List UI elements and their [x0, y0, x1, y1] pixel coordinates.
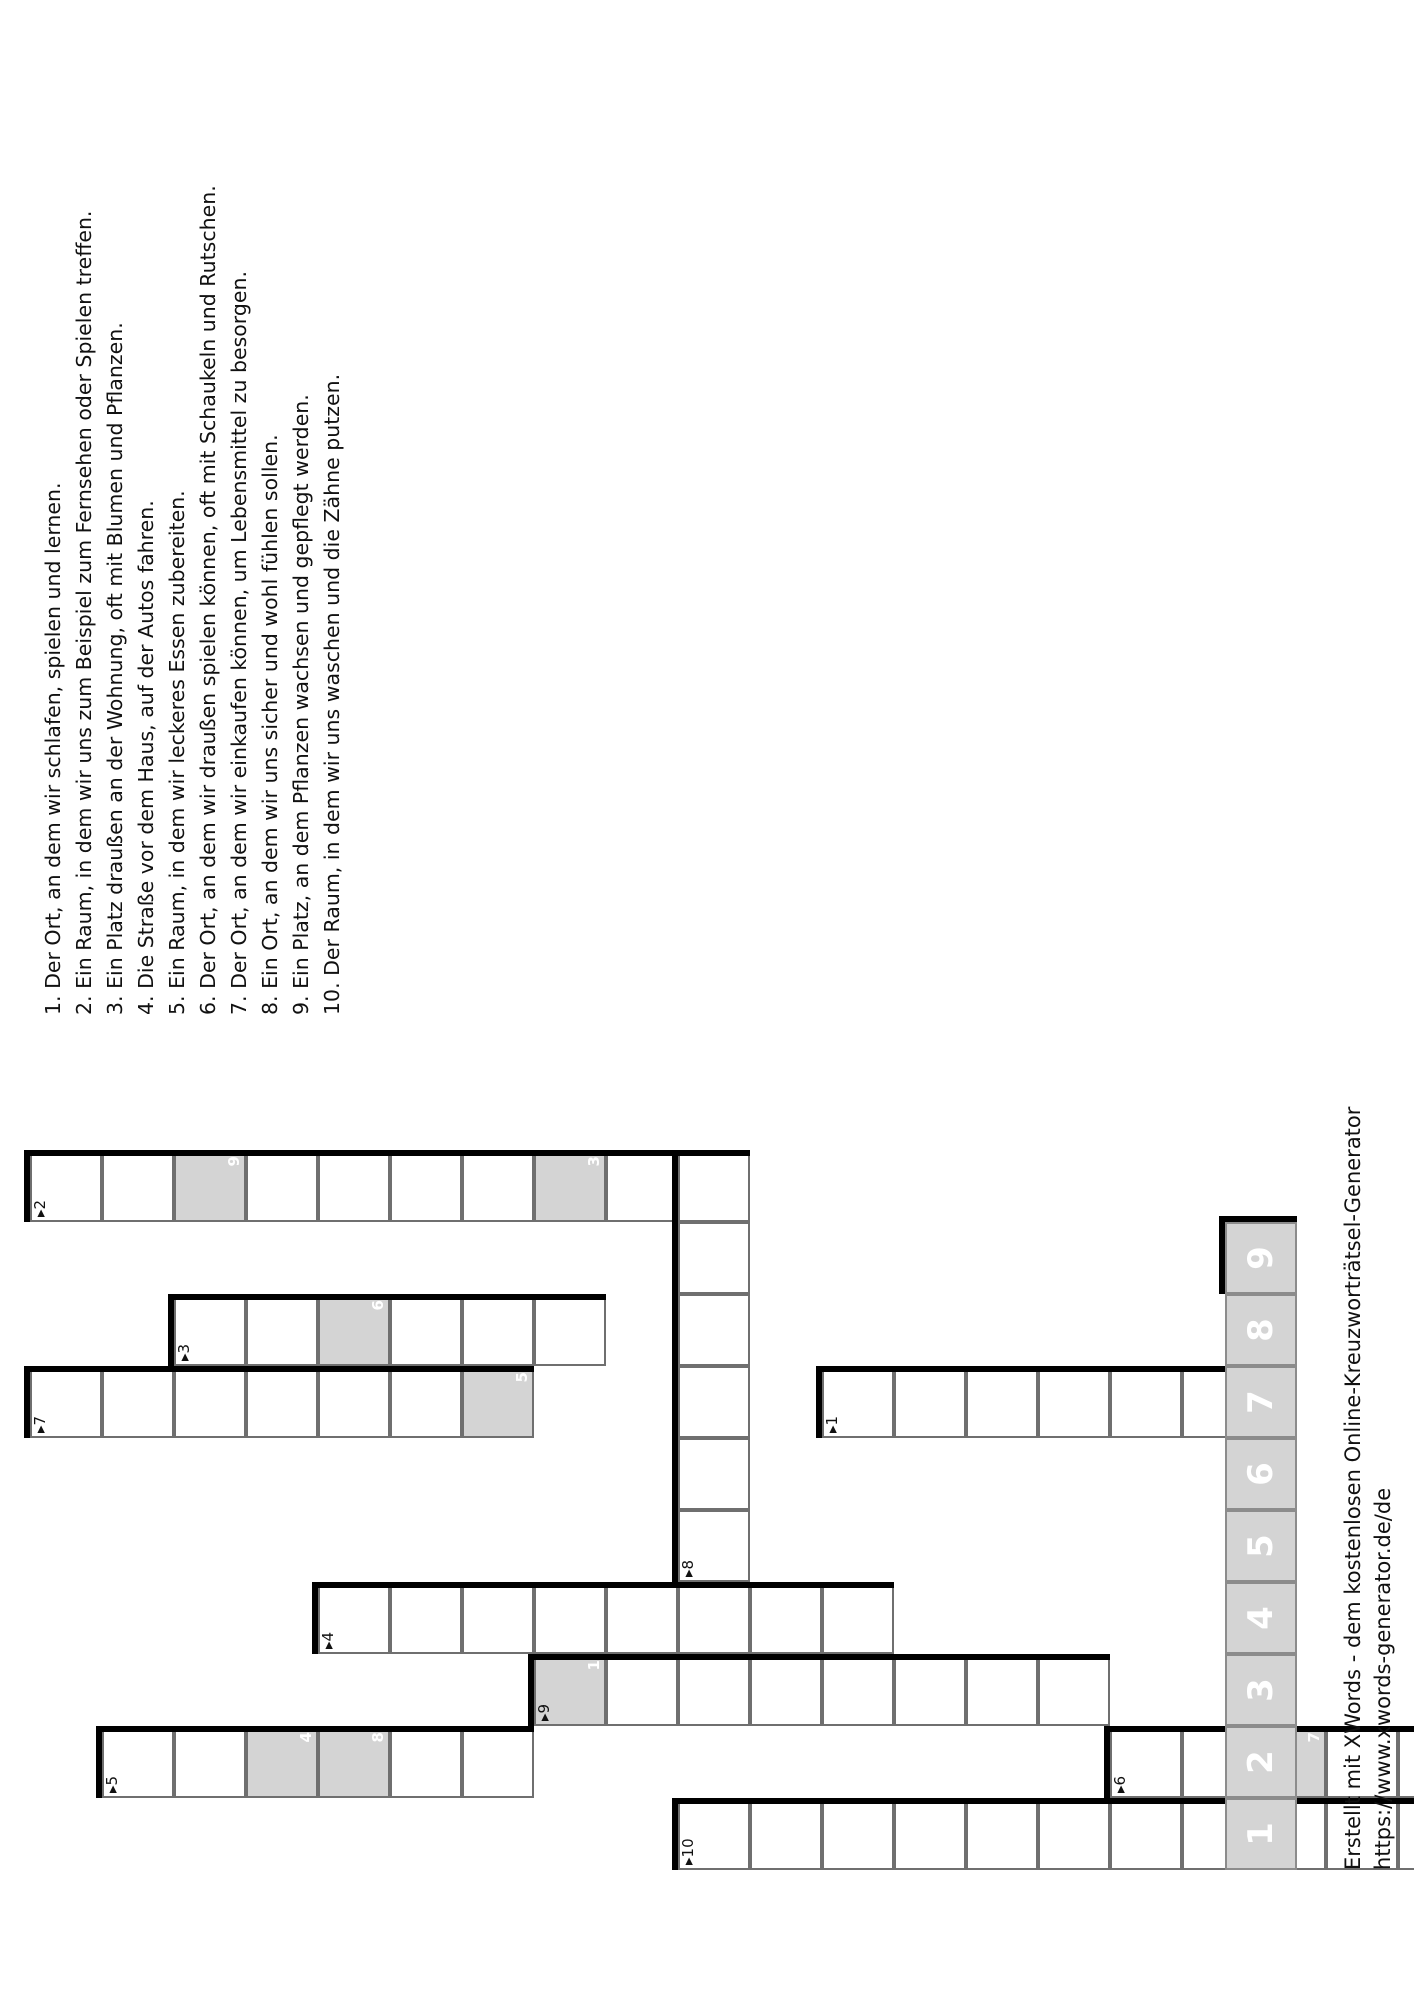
grid-cell[interactable] [894, 1654, 966, 1726]
grid-cell[interactable] [174, 1294, 246, 1366]
solution-cell[interactable]: 8 [1225, 1294, 1297, 1366]
grid-cell[interactable] [390, 1150, 462, 1222]
grid-cell[interactable] [318, 1726, 390, 1798]
grid-cell[interactable] [894, 1798, 966, 1870]
clue-item: 5. Ein Raum, in dem wir leckeres Essen zubereiten. [165, 490, 189, 1015]
solution-cell[interactable]: 9 [1225, 1222, 1297, 1294]
clue-item: 7. Der Ort, an dem wir einkaufen können, um Lebensmittel zu besorgen. [227, 270, 251, 1015]
clue-number: ▸10 [679, 1838, 697, 1865]
clue-number: ▸6 [1111, 1775, 1129, 1793]
word-shadow [678, 1798, 1414, 1804]
grid-cell[interactable] [390, 1294, 462, 1366]
grid-cell[interactable] [1038, 1654, 1110, 1726]
word-shadow [168, 1294, 174, 1366]
solution-number: 6 [369, 1300, 387, 1311]
solution-shadow [1219, 1216, 1225, 1294]
word-shadow [672, 1150, 750, 1156]
word-shadow [1104, 1726, 1110, 1798]
clue-item: 8. Ein Ort, an dem wir uns sicher und wohl fühlen sollen. [258, 434, 282, 1015]
clue-number: ▸9 [535, 1703, 553, 1721]
clue-number: ▸1 [823, 1415, 841, 1433]
grid-cell[interactable] [1110, 1798, 1182, 1870]
grid-cell[interactable] [678, 1294, 750, 1366]
grid-cell[interactable] [1398, 1726, 1414, 1798]
clue-list [38, 25, 348, 1015]
grid-cell[interactable] [822, 1366, 894, 1438]
grid-cell[interactable] [462, 1582, 534, 1654]
solution-number: 8 [369, 1732, 387, 1743]
grid-cell[interactable] [1038, 1366, 1110, 1438]
clue-number: ▸4 [319, 1631, 337, 1649]
solution-cell[interactable]: 6 [1225, 1438, 1297, 1510]
grid-cell[interactable] [534, 1150, 606, 1222]
grid-cell[interactable] [1110, 1366, 1182, 1438]
clue-item: 6. Der Ort, an dem wir draußen spielen können, oft mit Schaukeln und Rutschen. [196, 185, 220, 1015]
solution-cell[interactable]: 4 [1225, 1582, 1297, 1654]
solution-number: 7 [1305, 1732, 1323, 1743]
grid-cell[interactable] [102, 1726, 174, 1798]
word-shadow [672, 1150, 678, 1582]
grid-cell[interactable] [1398, 1798, 1414, 1870]
grid-cell[interactable] [966, 1798, 1038, 1870]
grid-cell[interactable] [102, 1366, 174, 1438]
grid-cell[interactable] [102, 1150, 174, 1222]
grid-cell[interactable] [750, 1798, 822, 1870]
clue-item: 1. Der Ort, an dem wir schlafen, spielen und lernen. [41, 482, 65, 1015]
grid-cell[interactable] [966, 1654, 1038, 1726]
clue-item: 3. Ein Platz draußen an der Wohnung, oft mit Blumen und Pflanzen. [103, 322, 127, 1015]
grid-cell[interactable] [750, 1582, 822, 1654]
grid-cell[interactable] [318, 1366, 390, 1438]
word-shadow [24, 1366, 30, 1438]
word-shadow [318, 1582, 894, 1588]
grid-cell[interactable] [390, 1582, 462, 1654]
solution-cell[interactable]: 7 [1225, 1366, 1297, 1438]
word-shadow [312, 1582, 318, 1654]
word-shadow [528, 1654, 534, 1726]
word-shadow [174, 1294, 606, 1300]
solution-number: 3 [585, 1156, 603, 1167]
grid-cell[interactable] [1038, 1798, 1110, 1870]
grid-cell[interactable] [174, 1366, 246, 1438]
grid-cell[interactable] [318, 1150, 390, 1222]
solution-cell[interactable]: 1 [1225, 1798, 1297, 1870]
grid-cell[interactable] [246, 1366, 318, 1438]
word-shadow [816, 1366, 822, 1438]
grid-cell[interactable] [390, 1726, 462, 1798]
grid-cell[interactable] [534, 1294, 606, 1366]
grid-cell[interactable] [822, 1654, 894, 1726]
grid-cell[interactable] [30, 1366, 102, 1438]
word-shadow [30, 1150, 750, 1156]
grid-cell[interactable] [678, 1150, 750, 1222]
grid-cell[interactable] [1110, 1726, 1182, 1798]
clue-item: 10. Der Raum, in dem wir uns waschen und die Zähne putzen. [320, 373, 344, 1015]
clue-number: ▸5 [103, 1775, 121, 1793]
grid-cell[interactable] [246, 1150, 318, 1222]
grid-cell[interactable] [30, 1150, 102, 1222]
solution-cell[interactable]: 5 [1225, 1510, 1297, 1582]
grid-cell[interactable] [462, 1294, 534, 1366]
grid-cell[interactable] [966, 1366, 1038, 1438]
grid-cell[interactable] [606, 1150, 678, 1222]
solution-cell[interactable]: 2 [1225, 1726, 1297, 1798]
grid-cell[interactable] [174, 1726, 246, 1798]
clue-item: 4. Die Straße vor dem Haus, auf der Autos fahren. [134, 500, 158, 1015]
solution-number: 1 [585, 1660, 603, 1671]
clue-number: ▸2 [31, 1199, 49, 1217]
grid-cell[interactable] [678, 1798, 750, 1870]
word-shadow [30, 1366, 534, 1372]
grid-cell[interactable] [174, 1150, 246, 1222]
footer-link[interactable]: https://www.xwords-generator.de/de [1371, 1487, 1395, 1870]
grid-cell[interactable] [462, 1726, 534, 1798]
grid-cell[interactable] [822, 1798, 894, 1870]
grid-cell[interactable] [750, 1654, 822, 1726]
word-shadow [534, 1654, 1110, 1660]
grid-cell[interactable] [534, 1654, 606, 1726]
word-shadow [24, 1150, 30, 1222]
grid-cell[interactable] [318, 1582, 390, 1654]
grid-cell[interactable] [462, 1366, 534, 1438]
grid-cell[interactable] [822, 1582, 894, 1654]
grid-cell[interactable] [894, 1366, 966, 1438]
clue-number: ▸7 [31, 1415, 49, 1433]
solution-number: 5 [513, 1372, 531, 1383]
clue-item: 2. Ein Raum, in dem wir uns zum Beispiel zum Fernsehen oder Spielen treffen. [72, 210, 96, 1015]
solution-cell[interactable]: 3 [1225, 1654, 1297, 1726]
word-shadow [96, 1726, 102, 1798]
grid-cell[interactable] [246, 1294, 318, 1366]
grid-cell[interactable] [678, 1582, 750, 1654]
grid-cell[interactable] [534, 1582, 606, 1654]
grid-cell[interactable] [606, 1582, 678, 1654]
grid-cell[interactable] [390, 1366, 462, 1438]
word-shadow [102, 1726, 534, 1732]
grid-cell[interactable] [318, 1294, 390, 1366]
clue-number: ▸8 [679, 1559, 697, 1577]
grid-cell[interactable] [678, 1222, 750, 1294]
word-shadow [822, 1366, 1254, 1372]
grid-cell[interactable] [678, 1654, 750, 1726]
solution-number: 4 [297, 1732, 315, 1743]
grid-cell[interactable] [462, 1150, 534, 1222]
footer [1338, 1107, 1398, 1870]
grid-cell[interactable] [678, 1510, 750, 1582]
grid-cell[interactable] [246, 1726, 318, 1798]
clue-item: 9. Ein Platz, an dem Pflanzen wachsen und gepflegt werden. [289, 394, 313, 1015]
solution-number: 9 [225, 1156, 243, 1167]
grid-cell[interactable] [678, 1366, 750, 1438]
grid-cell[interactable] [606, 1654, 678, 1726]
grid-cell[interactable] [678, 1438, 750, 1510]
word-shadow [672, 1798, 678, 1870]
footer-credit: Erstellt mit XWords - dem kostenlosen Online-Kreuzworträtsel-Generator [1341, 1106, 1365, 1870]
clue-number: ▸3 [175, 1343, 193, 1361]
solution-shadow [1219, 1216, 1297, 1222]
